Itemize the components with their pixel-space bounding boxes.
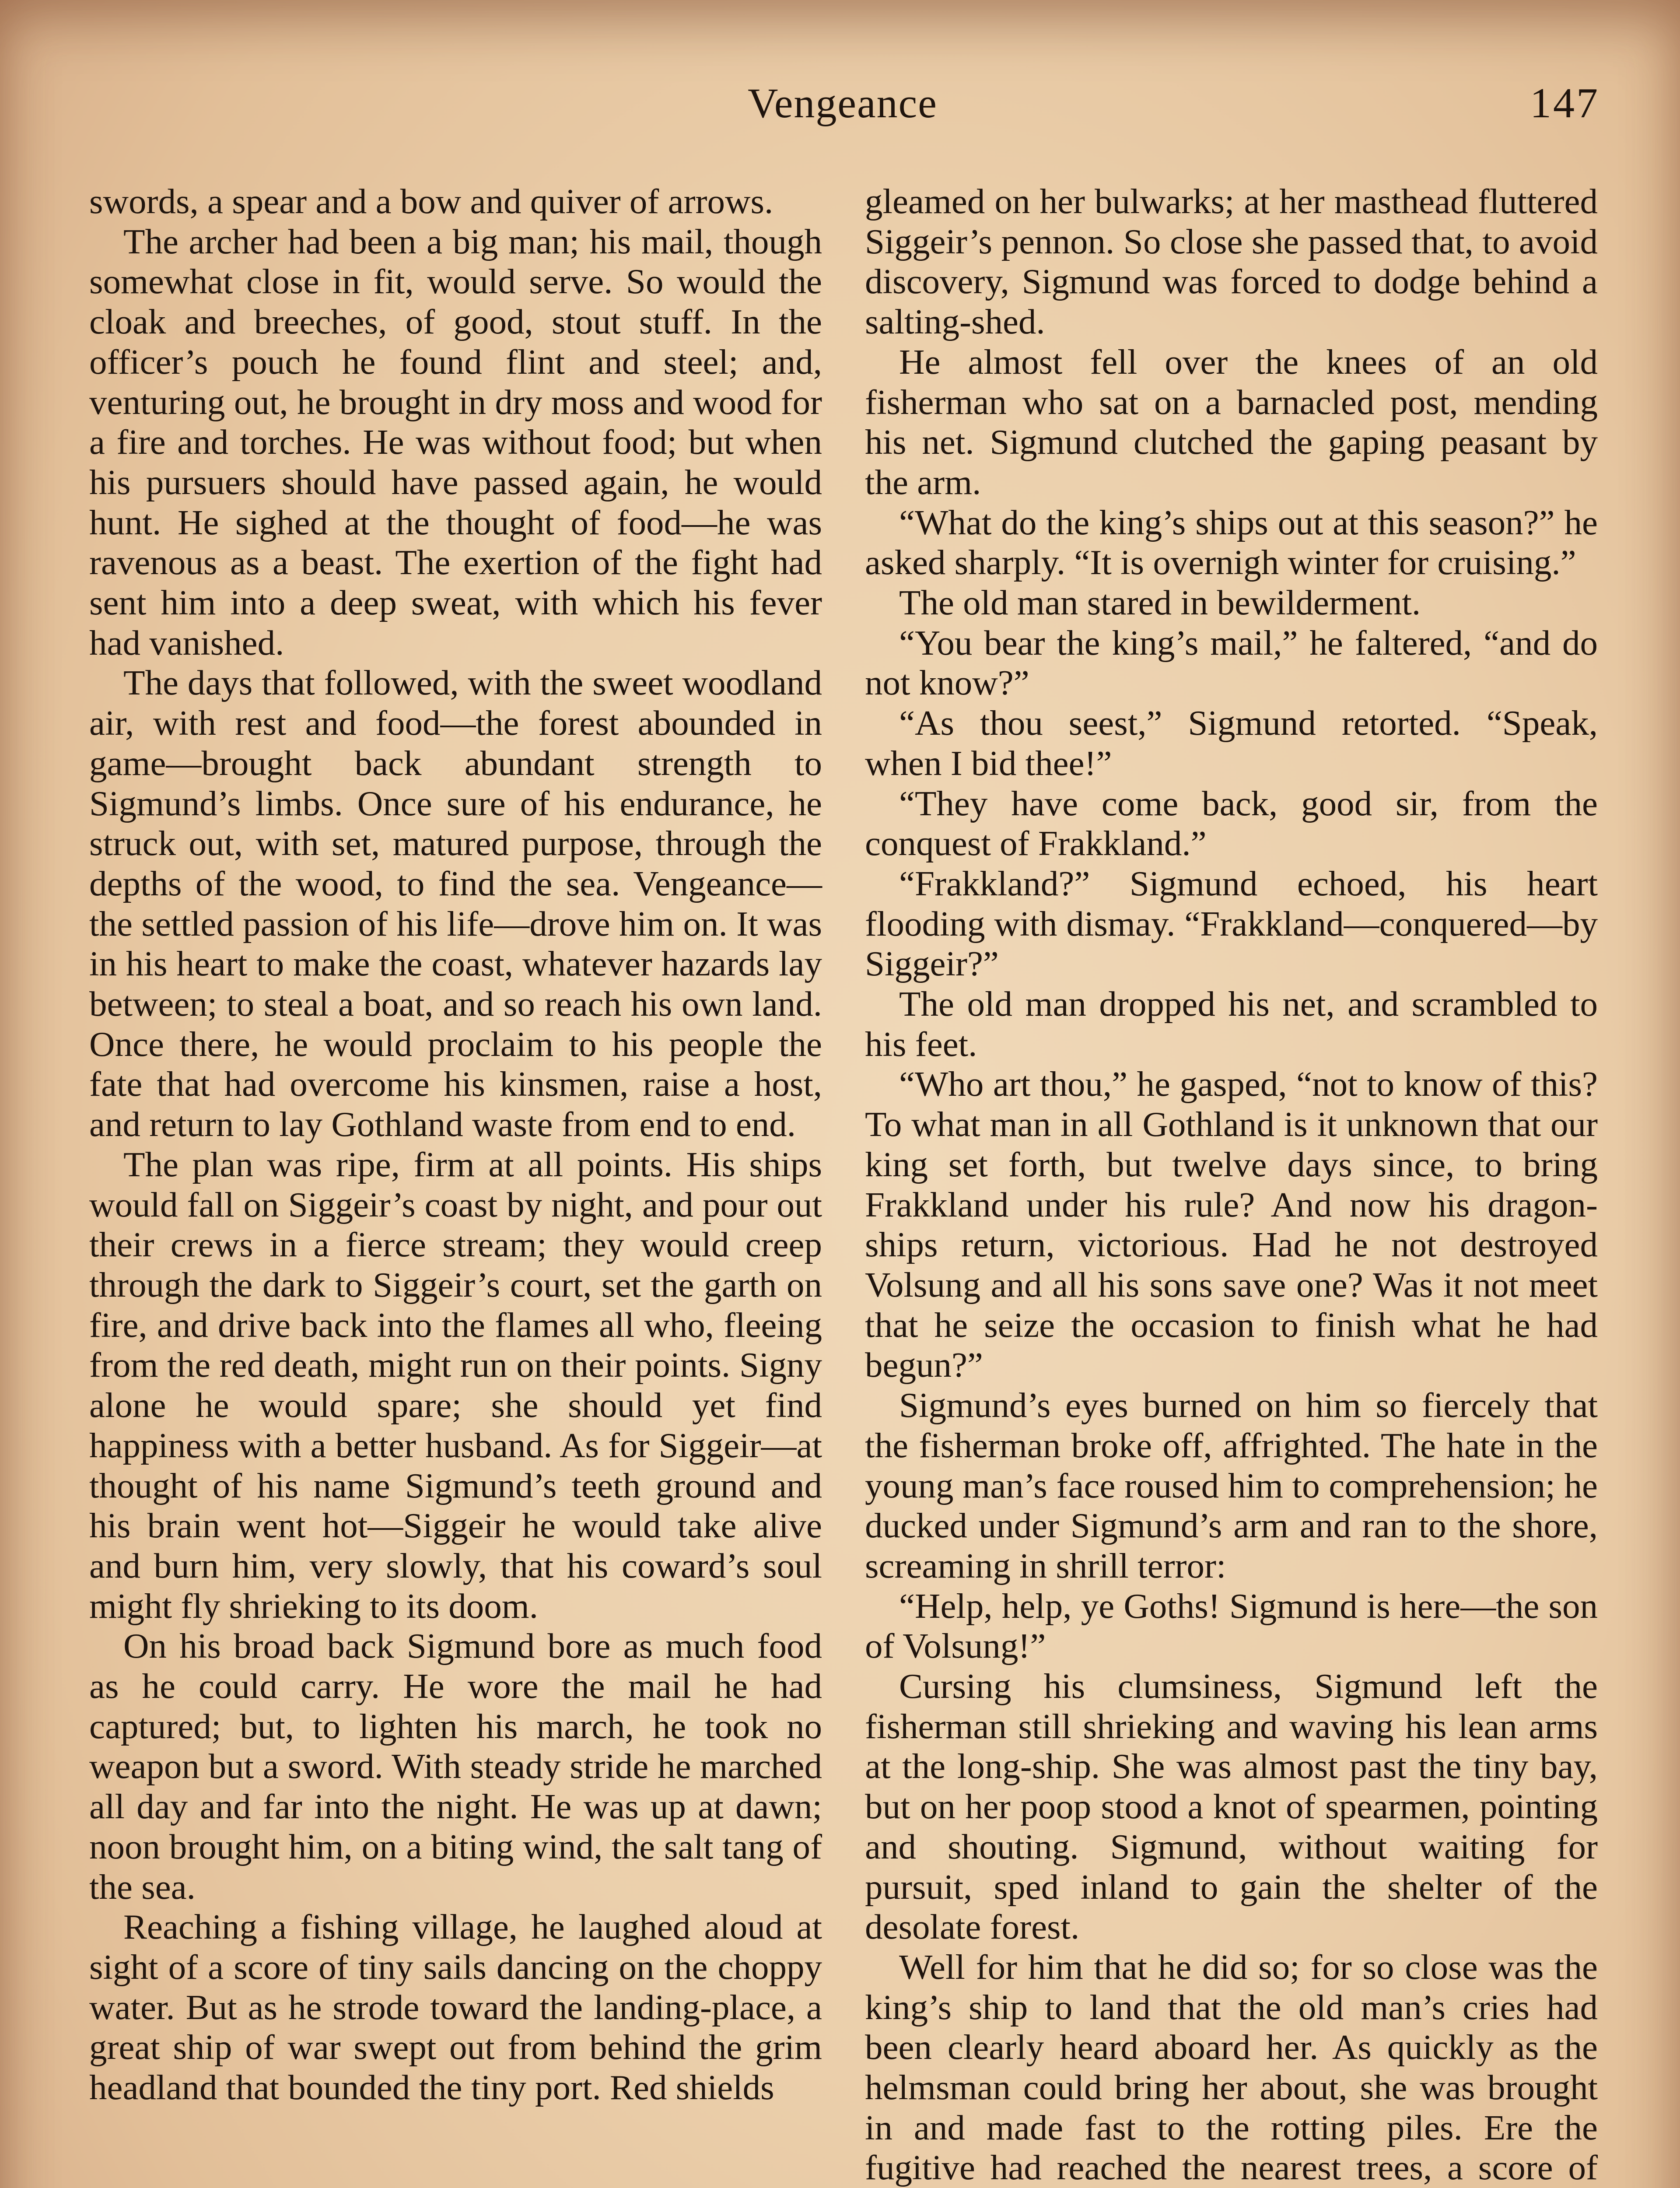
paragraph: “Frakkland?” Sigmund echoed, his heart flooding with dismay. “Frakkland—conquered—by Siggeir?” (865, 863, 1598, 984)
paragraph: “They have come back, good sir, from the conquest of Frakkland.” (865, 783, 1598, 863)
paragraph: “You bear the king’s mail,” he faltered, “and do not know?” (865, 623, 1598, 703)
paragraph: Cursing his clumsiness, Sigmund left the fisherman still shrieking and waving his lean arms at the long-ship. She was almost past the tiny bay, but on her poop stood a knot of spearmen, pointing and shouting. Sigmund, without waiting for pursuit, sped inland to gain the shelter of the desolate forest. (865, 1666, 1598, 1947)
running-head-title: Vengeance (748, 80, 938, 126)
paragraph: The old man stared in bewilderment. (899, 583, 1421, 623)
paragraph: Well for him that he did so; for so close was the king’s ship to land that the old man’s cries had been clearly heard aboard her. As quickly as the helmsman could bring her about, she was brought in and made fast to the rotting piles. Ere the fugitive had reached the nearest trees, a score of (865, 1947, 1598, 2188)
page-number: 147 (1530, 80, 1600, 127)
paragraph: gleamed on her bulwarks; at her masthead fluttered Siggeir’s pennon. So close she passed that, to avoid discovery, Sigmund was forced to dodge behind a salting-shed. (865, 182, 1598, 342)
page-header (86, 79, 1600, 144)
paragraph: He almost fell over the knees of an old fisherman who sat on a barnacled post, mending his net. Sigmund clutched the gaping peasant by the arm. (865, 342, 1598, 502)
paragraph: Reaching a fishing village, he laughed aloud at sight of a score of tiny sails dancing on the choppy water. But as he strode toward the landing-place, a great ship of war swept out from behind the grim headland that bounded the tiny port. Red shields (89, 1907, 822, 2107)
paragraph: “As thou seest,” Sigmund retorted. “Speak, when I bid thee!” (865, 703, 1598, 783)
paragraph: “What do the king’s ships out at this season?” he asked sharply. “It is overnigh winter for cruising.” (865, 502, 1598, 582)
paragraph: Sigmund’s eyes burned on him so fiercely that the fisherman broke off, affrighted. The hate in the young man’s face roused him to comprehension; he ducked under Sigmund’s arm and ran to the shore, screaming in shrill terror: (865, 1385, 1598, 1585)
paragraph: On his broad back Sigmund bore as much food as he could carry. He wore the mail he had captured; but, to lighten his march, he took no weapon but a sword. With steady stride he marched all day and far into the night. He was up at dawn; noon brought him, on a biting wind, the salt tang of the sea. (89, 1626, 822, 1907)
paragraph: The old man dropped his net, and scrambled to his feet. (865, 984, 1598, 1064)
paragraph: swords, a spear and a bow and quiver of arrows. (89, 182, 774, 221)
paragraph: The archer had been a big man; his mail, though somewhat close in fit, would serve. So would the cloak and breeches, of good, stout stuff. In the officer’s pouch he found flint and steel; and, venturing out, he brought in dry moss and wood for a fire and torches. He was without food; but when his pursuers should have passed again, he would hunt. He sighed at the thought of food—he was ravenous as a beast. The exertion of the fight had sent him into a deep sweat, with which his fever had vanished. (89, 221, 822, 663)
paragraph: “Who art thou,” he gasped, “not to know of this? To what man in all Gothland is it unknown that our king set forth, but twelve days since, to bring Frakkland under his rule? And now his dragon-ships return, victorious. Had he not destroyed Volsung and all his sons save one? Was it not meet that he seize the occasion to finish what he had begun?” (865, 1064, 1598, 1385)
paragraph: “Help, help, ye Goths! Sigmund is here—the son of Volsung!” (865, 1586, 1598, 1666)
paragraph: The plan was ripe, firm at all points. His ships would fall on Siggeir’s coast by night, and pour out their crews in a fierce stream; they would creep through the dark to Siggeir’s court, set the garth on fire, and drive back into the flames all who, fleeing from the red death, might run on their points. Signy alone he would spare; she should yet find happiness with a better husband. As for Siggeir—at thought of his name Sigmund’s teeth ground and his brain went hot—Siggeir he would take alive and burn him, very slowly, that his coward’s soul might fly shrieking to its doom. (89, 1144, 822, 1626)
right-text-column (865, 182, 1598, 2188)
left-text-column (89, 182, 822, 2108)
paragraph: The days that followed, with the sweet woodland air, with rest and food—the forest abounded in game—brought back abundant strength to Sigmund’s limbs. Once sure of his endurance, he struck out, with set, matured purpose, through the depths of the wood, to find the sea. Vengeance—the settled passion of his life—drove him on. It was in his heart to make the coast, whatever hazards lay between; to steal a boat, and so reach his own land. Once there, he would proclaim to his people the fate that had overcome his kinsmen, raise a host, and return to lay Gothland waste from end to end. (89, 663, 822, 1144)
